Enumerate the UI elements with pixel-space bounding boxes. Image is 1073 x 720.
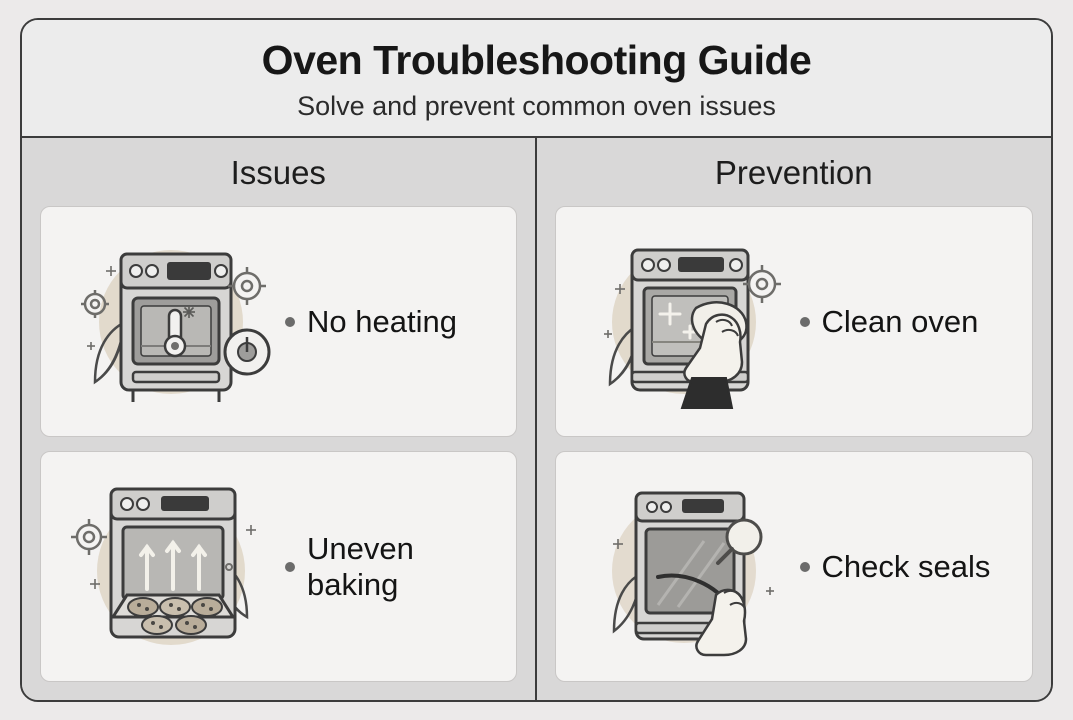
list-item-label: Uneven baking xyxy=(307,530,414,602)
list-item[interactable] xyxy=(555,206,1034,437)
item-text xyxy=(281,531,506,602)
guide-card xyxy=(20,18,1053,702)
content-body xyxy=(22,138,1051,700)
list-item-label: Clean oven xyxy=(821,303,979,339)
column-prevention xyxy=(537,138,1052,700)
column-title-prevention: Prevention xyxy=(714,154,873,192)
bullet-icon xyxy=(800,562,810,572)
header xyxy=(22,20,1051,138)
oven-thermometer-icon xyxy=(51,222,281,422)
item-text xyxy=(796,304,1023,340)
bullet-icon xyxy=(285,317,295,327)
list-item-label: Check seals xyxy=(821,548,991,584)
page-title: Oven Troubleshooting Guide xyxy=(261,37,812,83)
oven-cookies-icon xyxy=(51,467,281,667)
list-item[interactable] xyxy=(40,451,517,682)
list-item[interactable] xyxy=(40,206,517,437)
item-text xyxy=(796,549,1023,585)
list-item-label: No heating xyxy=(307,303,457,339)
issues-list xyxy=(40,206,517,682)
item-text xyxy=(281,304,506,340)
prevention-list xyxy=(555,206,1034,682)
bullet-icon xyxy=(800,317,810,327)
page-subtitle: Solve and prevent common oven issues xyxy=(297,90,776,121)
oven-seal-magnifier-icon xyxy=(566,467,796,667)
column-issues xyxy=(22,138,537,700)
column-title-issues: Issues xyxy=(230,154,326,192)
oven-cleaning-hand-icon xyxy=(566,222,796,422)
list-item[interactable] xyxy=(555,451,1034,682)
bullet-icon xyxy=(285,562,295,572)
